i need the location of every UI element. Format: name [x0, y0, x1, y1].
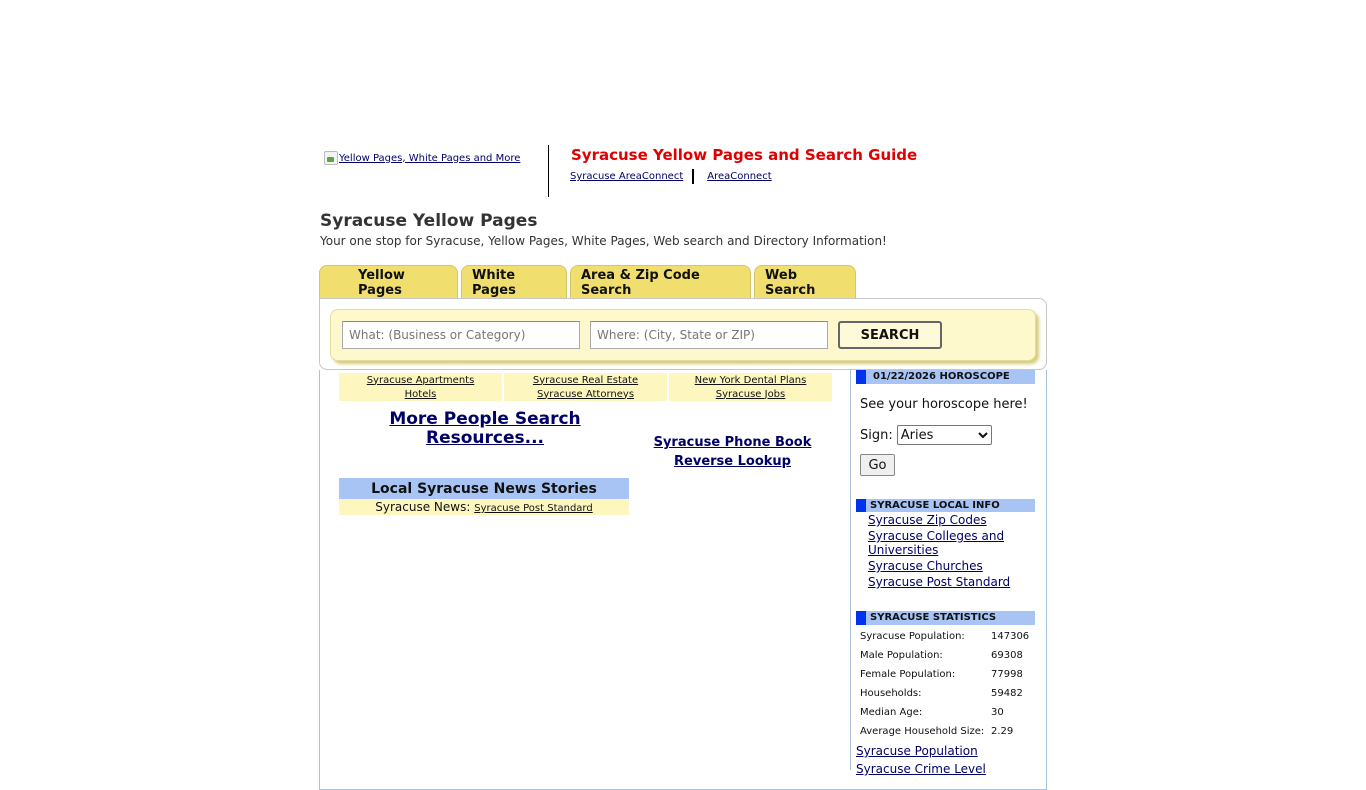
- heading-block-icon: [856, 611, 866, 625]
- search-form: [330, 309, 1036, 361]
- chevron-down-icon: [978, 431, 988, 439]
- stat-label: Median Age:: [860, 707, 923, 718]
- page-tagline: Your one stop for Syracuse, Yellow Pages, White Pages, Web search and Directory Information!: [320, 234, 887, 248]
- churches-link[interactable]: Syracuse Churches: [868, 559, 983, 573]
- syracuse-post-standard-news-link[interactable]: Syracuse Post Standard: [474, 503, 593, 514]
- local-info-heading: [856, 499, 1035, 512]
- horoscope-go-button[interactable]: Go: [860, 454, 895, 476]
- news-label: Syracuse News:: [375, 500, 471, 514]
- zip-codes-link[interactable]: Syracuse Zip Codes: [868, 513, 987, 527]
- sign-label: Sign:: [860, 427, 893, 443]
- stat-label: Syracuse Population:: [860, 631, 965, 642]
- search-tabs: [319, 265, 856, 299]
- more-people-search: [340, 410, 630, 448]
- areaconnect-link[interactable]: AreaConnect: [707, 171, 772, 182]
- tab-area-zip-search[interactable]: Area & Zip Code Search: [570, 265, 751, 299]
- stat-row: [860, 684, 1029, 703]
- stat-label: Households:: [860, 688, 922, 699]
- link-separator: [692, 169, 694, 184]
- sign-select-value: Aries: [900, 427, 934, 443]
- logo-link[interactable]: [324, 151, 520, 165]
- horoscope-text: See your horoscope here!: [860, 397, 1028, 412]
- colleges-link[interactable]: Syracuse Colleges and Universities: [868, 529, 1005, 557]
- stat-value: 147306: [991, 631, 1030, 642]
- more-people-search-link[interactable]: More People Search Resources...: [389, 409, 581, 448]
- hotels-link[interactable]: Hotels: [404, 388, 437, 400]
- sign-select[interactable]: [897, 425, 992, 445]
- site-title: Syracuse Yellow Pages and Search Guide: [571, 146, 918, 164]
- header-sub-links: [570, 169, 772, 184]
- new-york-dental-plans-link[interactable]: New York Dental Plans: [694, 374, 807, 386]
- quick-link-cell: [504, 373, 667, 387]
- stat-row: [860, 703, 1029, 722]
- quick-links-table: [337, 373, 834, 401]
- horoscope-heading-text: 01/22/2026 HOROSCOPE: [873, 371, 1010, 382]
- what-input[interactable]: [342, 321, 580, 349]
- horoscope-sign-row: [860, 425, 992, 445]
- local-news-heading: Local Syracuse News Stories: [339, 478, 629, 499]
- stat-value: 2.29: [991, 726, 1014, 737]
- syracuse-attorneys-link[interactable]: Syracuse Attorneys: [536, 388, 635, 400]
- quick-link-cell: [339, 373, 502, 387]
- where-input[interactable]: [590, 321, 828, 349]
- statistics-heading: [856, 611, 1035, 625]
- tab-web-search[interactable]: Web Search: [754, 265, 856, 299]
- horoscope-heading: [856, 370, 1035, 384]
- search-button[interactable]: SEARCH: [838, 321, 942, 349]
- search-panel: [319, 298, 1047, 370]
- header-divider: [548, 145, 549, 197]
- stat-value: 59482: [991, 688, 1023, 699]
- stat-row: [860, 627, 1029, 646]
- syracuse-apartments-link[interactable]: Syracuse Apartments: [366, 374, 475, 386]
- statistics-table: [860, 627, 1029, 741]
- local-news-box: [339, 478, 629, 515]
- tab-yellow-pages[interactable]: Yellow Pages: [319, 265, 458, 299]
- stat-label: Male Population:: [860, 650, 943, 661]
- stat-value: 69308: [991, 650, 1023, 661]
- stat-value: 77998: [991, 669, 1023, 680]
- phonebook-links: [640, 433, 825, 471]
- quick-link-cell: [504, 387, 667, 401]
- statistics-links: [856, 742, 986, 778]
- stat-label: Female Population:: [860, 669, 956, 680]
- heading-block-icon: [856, 370, 866, 384]
- syracuse-population-link[interactable]: Syracuse Population: [856, 744, 978, 758]
- logo-alt-text: Yellow Pages, White Pages and More: [339, 152, 521, 164]
- quick-link-cell: [339, 387, 502, 401]
- tab-white-pages[interactable]: White Pages: [461, 265, 567, 299]
- local-info-links: [866, 513, 1041, 591]
- stat-label: Average Household Size:: [860, 726, 985, 737]
- page-title: Syracuse Yellow Pages: [320, 211, 538, 231]
- quick-link-cell: [669, 373, 832, 387]
- stat-row: [860, 646, 1029, 665]
- statistics-heading-text: SYRACUSE STATISTICS: [870, 612, 997, 623]
- broken-image-icon: [324, 151, 338, 165]
- heading-block-icon: [856, 499, 866, 512]
- reverse-lookup-link[interactable]: Reverse Lookup: [674, 454, 791, 469]
- news-row: [339, 499, 629, 515]
- syracuse-crime-level-link[interactable]: Syracuse Crime Level: [856, 762, 986, 776]
- stat-row: [860, 665, 1029, 684]
- stat-value: 30: [991, 707, 1004, 718]
- syracuse-areaconnect-link[interactable]: Syracuse AreaConnect: [570, 171, 684, 182]
- quick-link-cell: [669, 387, 832, 401]
- syracuse-real-estate-link[interactable]: Syracuse Real Estate: [532, 374, 639, 386]
- syracuse-phone-book-link[interactable]: Syracuse Phone Book: [653, 435, 812, 450]
- post-standard-link[interactable]: Syracuse Post Standard: [868, 575, 1011, 589]
- syracuse-jobs-link[interactable]: Syracuse Jobs: [715, 388, 786, 400]
- stat-row: [860, 722, 1029, 741]
- sidebar-divider: [850, 370, 851, 770]
- local-info-heading-text: SYRACUSE LOCAL INFO: [870, 500, 1000, 511]
